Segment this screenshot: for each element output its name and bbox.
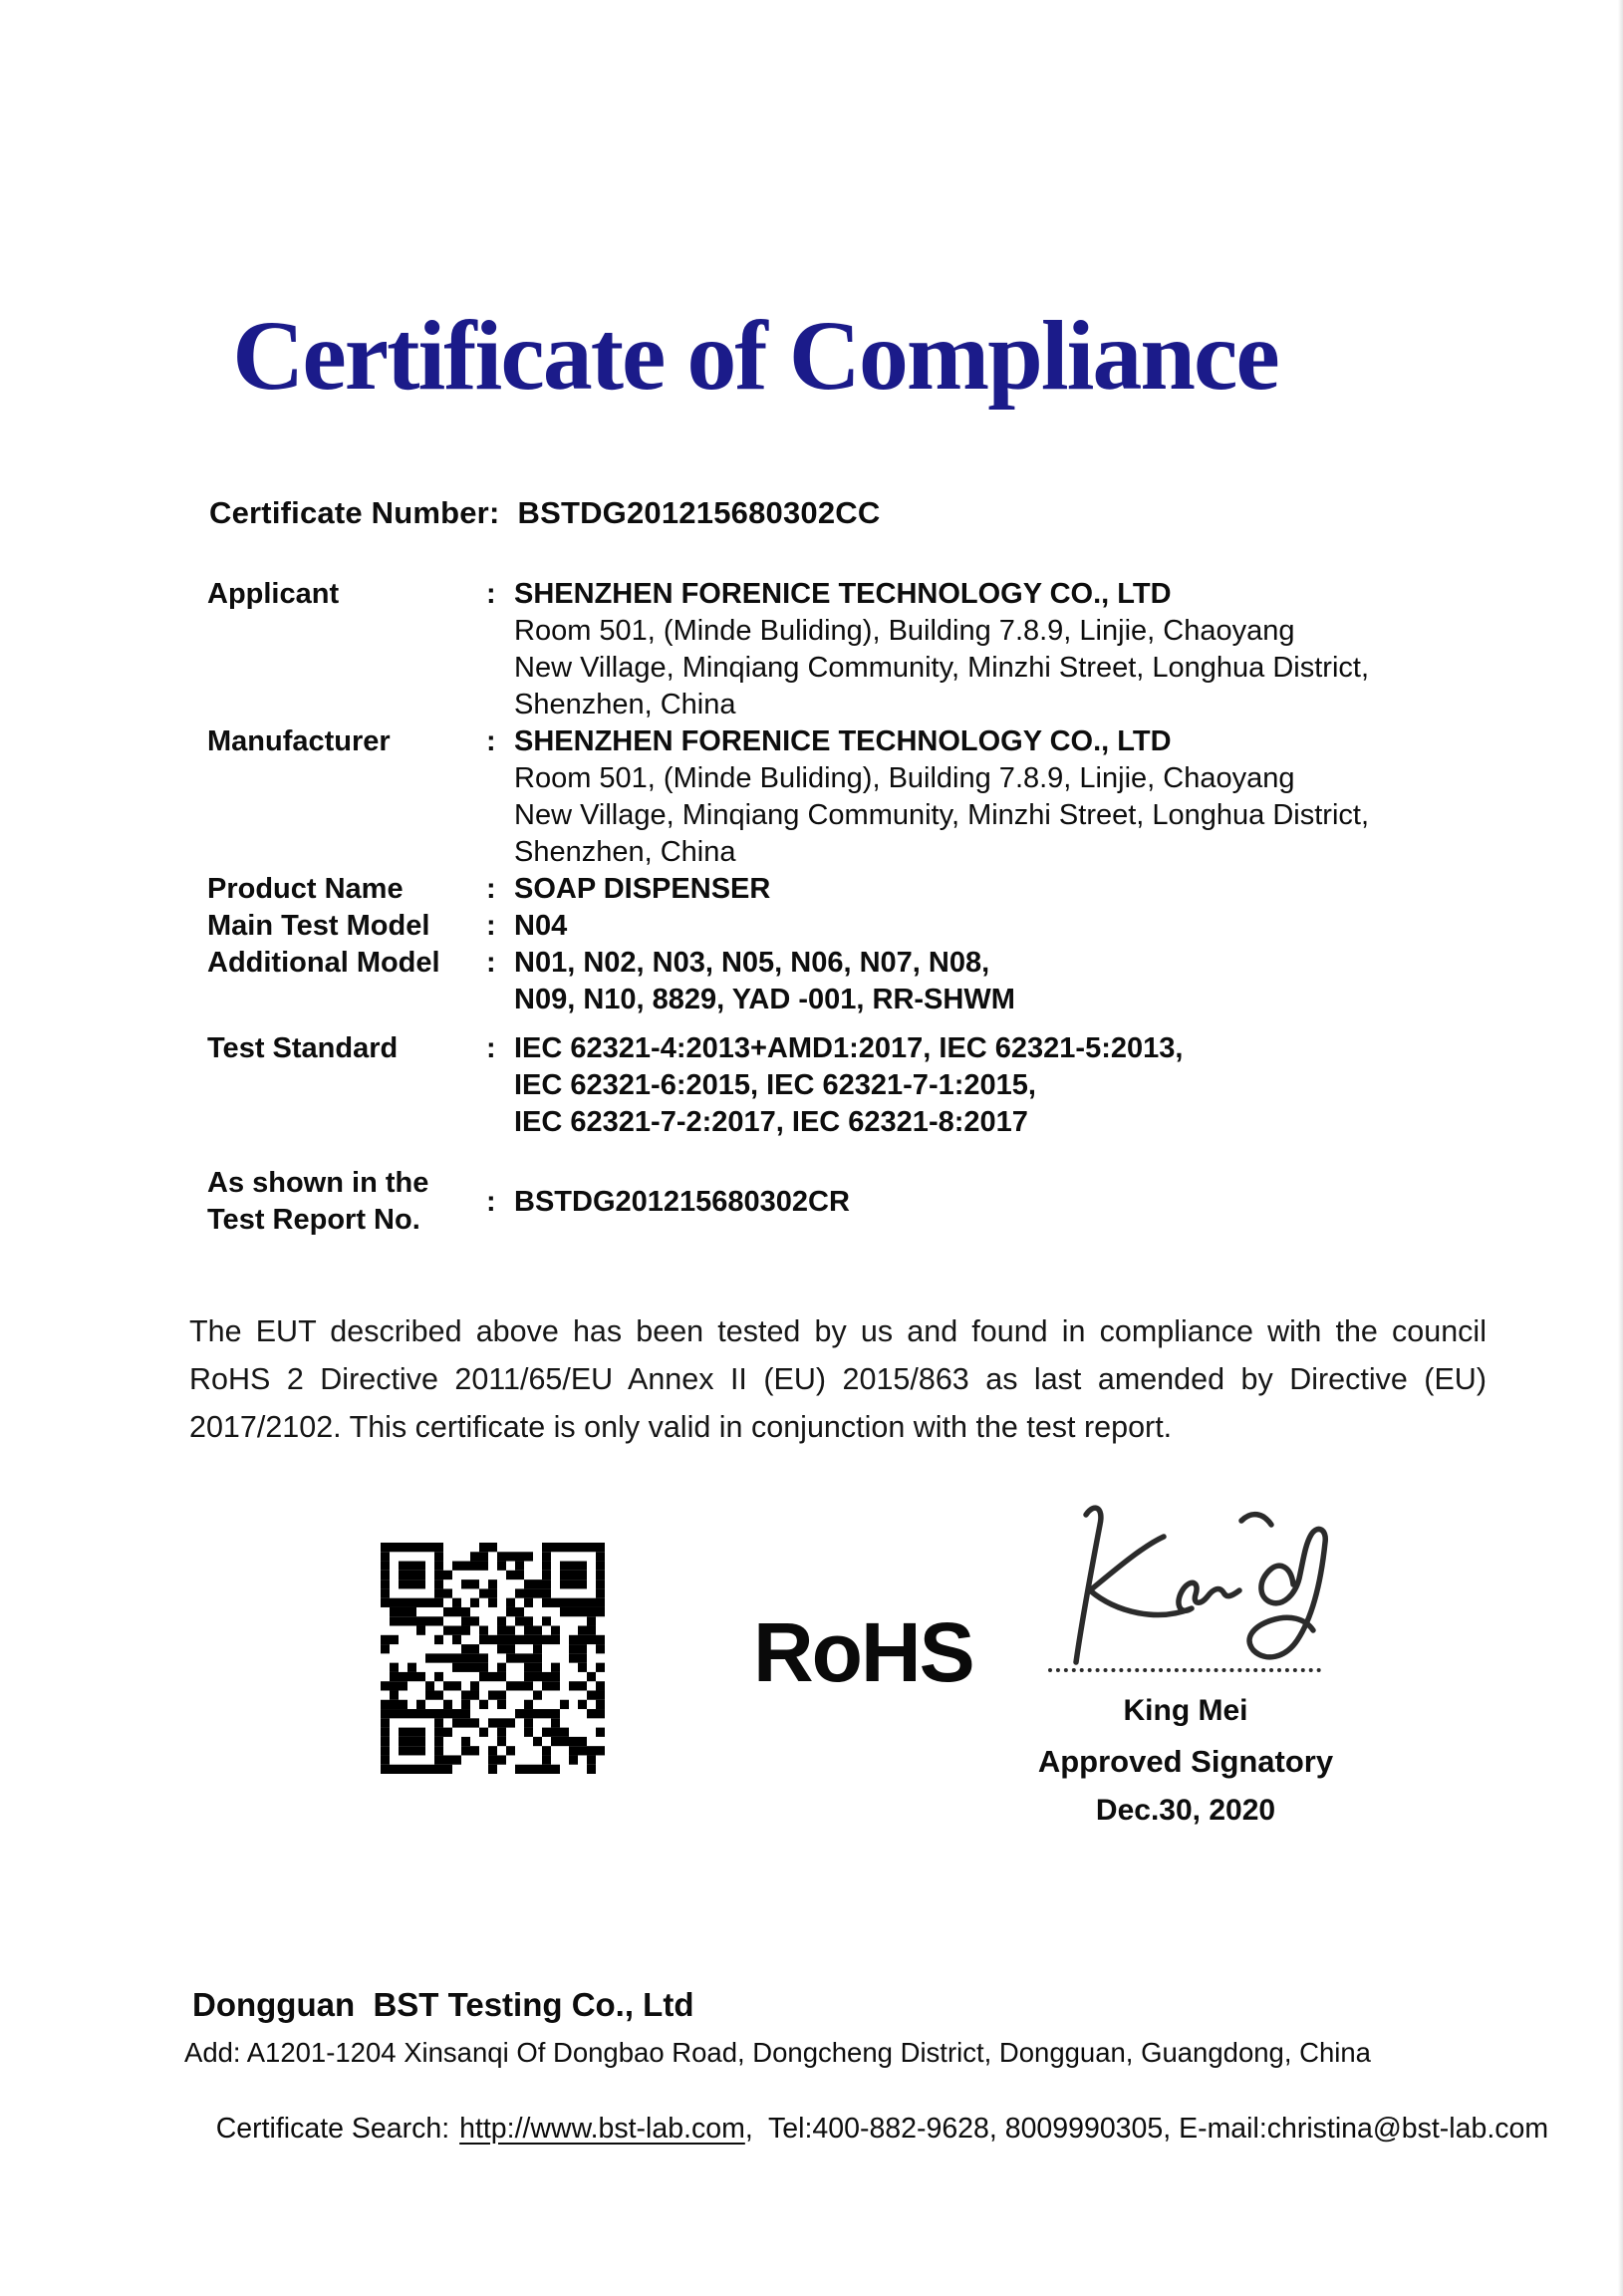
field-value — [514, 723, 1463, 871]
address-line: New Village, Minqiang Community, Minzhi Street, Longhua District, — [514, 652, 1370, 684]
field-row-test-report — [207, 1165, 1463, 1239]
field-value — [514, 576, 1463, 723]
certificate-number-label: Certificate Number: — [209, 495, 500, 530]
signatory-name: King Mei — [1123, 1694, 1248, 1727]
field-value: BSTDG201215680302CR — [514, 1185, 850, 1218]
field-value — [514, 1030, 1463, 1141]
field-label: Applicant — [207, 578, 340, 610]
company-name: SHENZHEN FORENICE TECHNOLOGY CO., LTD — [514, 725, 1172, 757]
field-row-applicant — [207, 576, 1463, 723]
qr-code — [381, 1543, 605, 1774]
lab-address: Add: A1201-1204 Xinsanqi Of Dongbao Road, Dongcheng District, Dongguan, Guangdong, China — [184, 2037, 1371, 2068]
colon: : — [486, 910, 496, 942]
field-value: N04 — [514, 910, 568, 942]
rohs-mark: RoHS — [753, 1605, 973, 1699]
colon: : — [486, 947, 496, 979]
certificate-search-label: Certificate Search: — [215, 2113, 450, 2145]
field-row-main-test-model — [207, 908, 1463, 945]
colon: : — [486, 1185, 496, 1218]
signature-line — [1048, 1668, 1321, 1672]
field-row-additional-model — [207, 945, 1463, 1018]
lab-website-url: http://www.bst-lab.com — [459, 2113, 745, 2145]
field-row-manufacturer — [207, 723, 1463, 871]
field-label: Product Name — [207, 873, 404, 905]
model-line: N01, N02, N03, N05, N06, N07, N08, — [514, 947, 990, 979]
standard-line: IEC 62321-6:2015, IEC 62321-7-1:2015, — [514, 1069, 1036, 1101]
colon: : — [486, 578, 496, 610]
address-line: Room 501, (Minde Buliding), Building 7.8.9, Linjie, Chaoyang — [514, 615, 1295, 647]
page-title: Certificate of Compliance — [232, 300, 1278, 411]
address-line: Shenzhen, China — [514, 689, 736, 720]
field-label: Additional Model — [207, 947, 440, 979]
field-label-line: As shown in the — [207, 1167, 429, 1199]
address-line: New Village, Minqiang Community, Minzhi Street, Longhua District, — [514, 799, 1370, 831]
signature-handwriting — [1046, 1491, 1345, 1680]
colon: : — [486, 873, 496, 905]
field-label: Manufacturer — [207, 725, 391, 757]
compliance-statement: The EUT described above has been tested by us and found in compliance with the council RoHS 2 Directive 2011/65/EU Annex II (EU) 2015/863 as last amended by Directive (EU) 2017/2102. This certificate is only valid in conjunction with the test report. — [189, 1314, 1487, 1444]
standard-line: IEC 62321-4:2013+AMD1:2017, IEC 62321-5:2013, — [514, 1032, 1184, 1064]
field-label: Main Test Model — [207, 910, 430, 942]
standard-line: IEC 62321-7-2:2017, IEC 62321-8:2017 — [514, 1106, 1028, 1138]
field-label — [207, 1165, 486, 1239]
field-row-product-name — [207, 871, 1463, 908]
field-value — [514, 945, 1463, 1018]
lab-contact-info: , Tel:400-882-9628, 8009990305, E-mail:christina@bst-lab.com — [744, 2113, 1549, 2145]
address-line: Room 501, (Minde Buliding), Building 7.8.9, Linjie, Chaoyang — [514, 762, 1295, 794]
certificate-number-value: BSTDG201215680302CC — [517, 495, 881, 530]
colon: : — [486, 725, 496, 757]
company-name: SHENZHEN FORENICE TECHNOLOGY CO., LTD — [514, 578, 1172, 610]
model-line: N09, N10, 8829, YAD -001, RR-SHWM — [514, 984, 1015, 1015]
field-label-line: Test Report No. — [207, 1204, 420, 1236]
colon: : — [486, 1032, 496, 1064]
signature-date: Dec.30, 2020 — [1095, 1794, 1276, 1827]
field-label: Test Standard — [207, 1032, 399, 1064]
certificate-search-line — [184, 2080, 1548, 2178]
address-line: Shenzhen, China — [514, 836, 736, 868]
field-row-test-standard — [207, 1030, 1463, 1141]
field-value: SOAP DISPENSER — [514, 873, 771, 905]
signatory-role: Approved Signatory — [1037, 1744, 1334, 1779]
certificate-number — [209, 495, 880, 531]
certificate-fields — [207, 576, 1463, 1239]
lab-company-name: Dongguan BST Testing Co., Ltd — [192, 1986, 694, 2023]
